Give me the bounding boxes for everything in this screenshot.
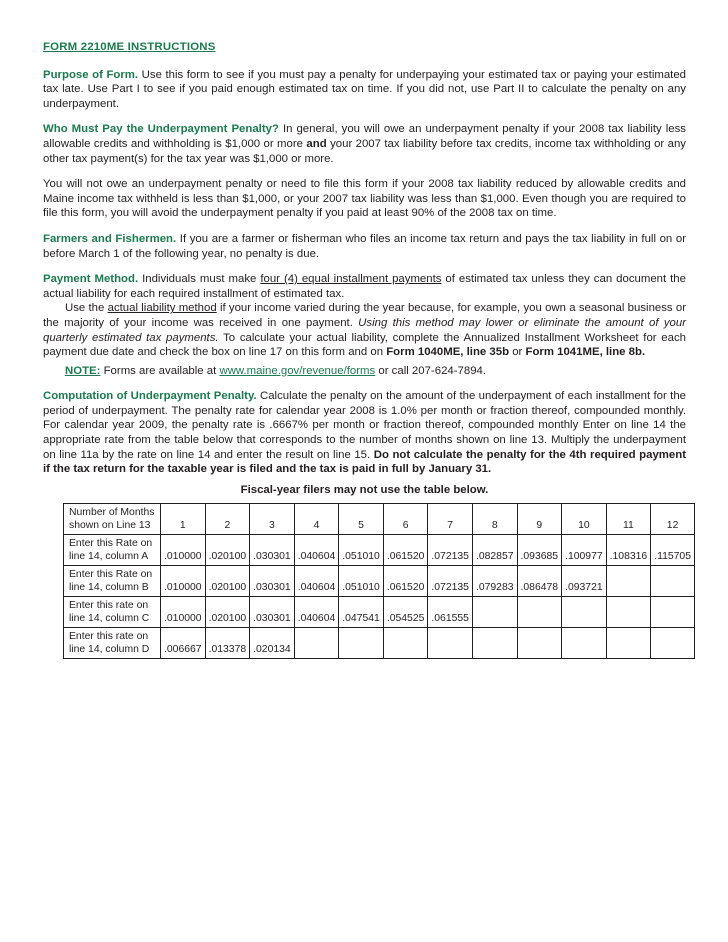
form-1040me-ref: Form 1040ME, line 35b xyxy=(386,346,510,359)
row-label-line-2: line 14, column A xyxy=(69,551,149,562)
computation-bold: Do not calculate the penalty for the 4th required payment if the tax return for the taxable year is filed and the tax is paid in full by January 31. xyxy=(43,448,686,476)
rate-cell: .030301 xyxy=(250,566,295,597)
who-paragraph xyxy=(43,122,686,166)
rate-cell: .061520 xyxy=(383,535,428,566)
month-cell: 11 xyxy=(606,504,651,535)
instructions-page xyxy=(43,40,686,507)
table-row xyxy=(64,597,695,628)
who-text-1: In general, you will owe an underpayment penalty if your 2008 tax liability less allowable credits and withholding is $1,000 or more xyxy=(43,123,686,150)
computation-text: Calculate the penalty on the amount of the underpayment of each installment for the period of underpayment. The penalty rate for calendar year 2008 is 1.0% per month or fraction thereof, compounded monthly. For calendar year 2009, the penalty rate is .6667% per month or fraction thereof, compounded monthly Enter on line 14 the appropriate rate from the table below that corresponds to the number of months shown on line 13. Multiply the underpayment on line 11a by the rate on line 14 and enter the result on line 15. xyxy=(43,390,686,461)
purpose-heading: Purpose of Form. xyxy=(43,68,139,81)
rate-cell: .051010 xyxy=(339,535,384,566)
empty-cell xyxy=(606,628,651,659)
empty-cell xyxy=(562,628,607,659)
month-cell: 12 xyxy=(651,504,695,535)
empty-cell xyxy=(562,597,607,628)
rate-cell: .020100 xyxy=(205,597,250,628)
who-and: and xyxy=(306,137,327,150)
rate-cell: .006667 xyxy=(161,628,206,659)
empty-cell xyxy=(472,597,517,628)
month-cell: 3 xyxy=(250,504,295,535)
penalty-rate-table xyxy=(63,503,695,659)
rate-cell: .040604 xyxy=(294,566,339,597)
row-label-line-1: Enter this Rate on xyxy=(69,538,153,549)
payment-text-1: Individuals must make xyxy=(138,273,261,286)
not-owe-paragraph: You will not owe an underpayment penalty or need to file this form if your 2008 tax liability reduced by allowable credits and Maine income tax withheld is less than $1,000, or your 2007 tax liability was less than $1,000. Even though you are required to file this form, you will avoid the underpayment penalty if you paid at least 90% of the 2008 tax on time. xyxy=(43,178,686,220)
farmers-paragraph xyxy=(43,232,686,261)
month-cell: 10 xyxy=(562,504,607,535)
actual-italic: Using this method may lower or eliminate the amount of your quarterly estimated tax payments. xyxy=(43,316,686,344)
rate-cell: .082857 xyxy=(472,535,517,566)
installment-payments-link: four (4) equal installment payments xyxy=(260,273,442,286)
rate-cell: .115705 xyxy=(651,535,695,566)
month-cell: 2 xyxy=(205,504,250,535)
month-cell: 8 xyxy=(472,504,517,535)
row-label-line-2: line 14, column C xyxy=(69,613,150,624)
rate-cell: .100977 xyxy=(562,535,607,566)
rate-cell: .010000 xyxy=(161,597,206,628)
header-label-line-2: shown on Line 13 xyxy=(69,520,151,531)
row-label-line-2: line 14, column D xyxy=(69,644,150,655)
farmers-heading: Farmers and Fishermen. xyxy=(43,232,177,245)
rate-cell: .020100 xyxy=(205,535,250,566)
table-header-row xyxy=(64,504,695,535)
empty-cell xyxy=(651,628,695,659)
note-text: Forms are available at xyxy=(100,364,220,377)
or-text: or xyxy=(509,346,526,359)
farmers-text: If you are a farmer or fisherman who files an income tax return and pays the tax liability in full on or before March 1 of the following year, no penalty is due. xyxy=(43,232,686,260)
empty-cell xyxy=(428,628,473,659)
month-cell: 5 xyxy=(339,504,384,535)
note-line xyxy=(65,364,686,379)
month-cell: 6 xyxy=(383,504,428,535)
actual-text-a: Use the xyxy=(65,302,108,315)
row-label-line-2: line 14, column B xyxy=(69,582,149,593)
payment-text-2: of estimated tax unless they can document the actual liability for each required installment of estimated tax. xyxy=(43,273,686,300)
who-heading: Who Must Pay the Underpayment Penalty? xyxy=(43,123,279,136)
rate-cell: .010000 xyxy=(161,566,206,597)
empty-cell xyxy=(606,597,651,628)
empty-cell xyxy=(472,628,517,659)
row-label xyxy=(64,628,161,659)
empty-cell xyxy=(606,566,651,597)
rate-cell: .086478 xyxy=(517,566,562,597)
month-cell: 9 xyxy=(517,504,562,535)
rate-cell: .013378 xyxy=(205,628,250,659)
fiscal-year-note: Fiscal-year filers may not use the table below. xyxy=(240,483,489,496)
row-label-line-1: Enter this Rate on xyxy=(69,569,153,580)
month-cell: 4 xyxy=(294,504,339,535)
purpose-paragraph xyxy=(43,68,686,112)
table-row xyxy=(64,535,695,566)
rate-cell: .040604 xyxy=(294,535,339,566)
actual-liability-paragraph xyxy=(43,301,686,359)
note-label: NOTE: xyxy=(65,364,101,377)
computation-heading: Computation of Underpayment Penalty. xyxy=(43,390,257,403)
rate-cell: .072135 xyxy=(428,535,473,566)
payment-heading: Payment Method. xyxy=(43,273,139,286)
rate-cell: .010000 xyxy=(161,535,206,566)
month-cell: 1 xyxy=(161,504,206,535)
actual-text-b: if your income varied during the year because, for example, you own a seasonal business or the majority of your income was received in one payment. xyxy=(43,302,687,329)
row-label xyxy=(64,566,161,597)
rate-cell: .093685 xyxy=(517,535,562,566)
rate-cell: .020134 xyxy=(250,628,295,659)
rate-cell: .040604 xyxy=(294,597,339,628)
purpose-text: Use this form to see if you must pay a penalty for underpaying your estimated tax or paying your estimated tax late. Use Part I to see if you paid enough estimated tax on time. If you did not, use Part II to calculate the penalty on any underpayment. xyxy=(43,68,687,110)
note-end: or call 207-624-7894. xyxy=(375,364,487,377)
rate-cell: .054525 xyxy=(383,597,428,628)
row-label-line-1: Enter this rate on xyxy=(69,600,149,611)
empty-cell xyxy=(339,628,384,659)
page-title: FORM 2210ME INSTRUCTIONS xyxy=(43,41,216,53)
rate-cell: .047541 xyxy=(339,597,384,628)
payment-paragraph xyxy=(43,272,686,301)
rate-cell: .079283 xyxy=(472,566,517,597)
empty-cell xyxy=(651,597,695,628)
header-label-line-1: Number of Months xyxy=(69,507,155,518)
row-label-line-1: Enter this rate on xyxy=(69,631,149,642)
row-label xyxy=(64,597,161,628)
rate-cell: .061555 xyxy=(428,597,473,628)
rate-cell: .093721 xyxy=(562,566,607,597)
empty-cell xyxy=(383,628,428,659)
row-label xyxy=(64,535,161,566)
forms-website-link[interactable]: www.maine.gov/revenue/forms xyxy=(219,364,376,377)
rate-cell: .108316 xyxy=(606,535,651,566)
rate-cell: .020100 xyxy=(205,566,250,597)
empty-cell xyxy=(517,597,562,628)
actual-liability-link: actual liability method xyxy=(107,302,217,315)
form-1041me-ref: Form 1041ME, line 8b. xyxy=(525,346,646,359)
empty-cell xyxy=(294,628,339,659)
rate-cell: .030301 xyxy=(250,535,295,566)
empty-cell xyxy=(651,566,695,597)
rate-cell: .051010 xyxy=(339,566,384,597)
month-cell: 7 xyxy=(428,504,473,535)
rate-cell: .061520 xyxy=(383,566,428,597)
rate-cell: .030301 xyxy=(250,597,295,628)
who-text-2: your 2007 tax liability before tax credits, income tax withholding or any other tax payment(s) for the tax year was $1,000 or more. xyxy=(43,137,686,165)
rate-cell: .072135 xyxy=(428,566,473,597)
computation-paragraph xyxy=(43,389,686,477)
empty-cell xyxy=(517,628,562,659)
table-row xyxy=(64,628,695,659)
header-label xyxy=(64,504,161,535)
table-row xyxy=(64,566,695,597)
actual-text-c: To calculate your actual liability, complete the Annualized Installment Worksheet for each payment due date and check the box on line 17 on this form and on xyxy=(43,331,687,359)
